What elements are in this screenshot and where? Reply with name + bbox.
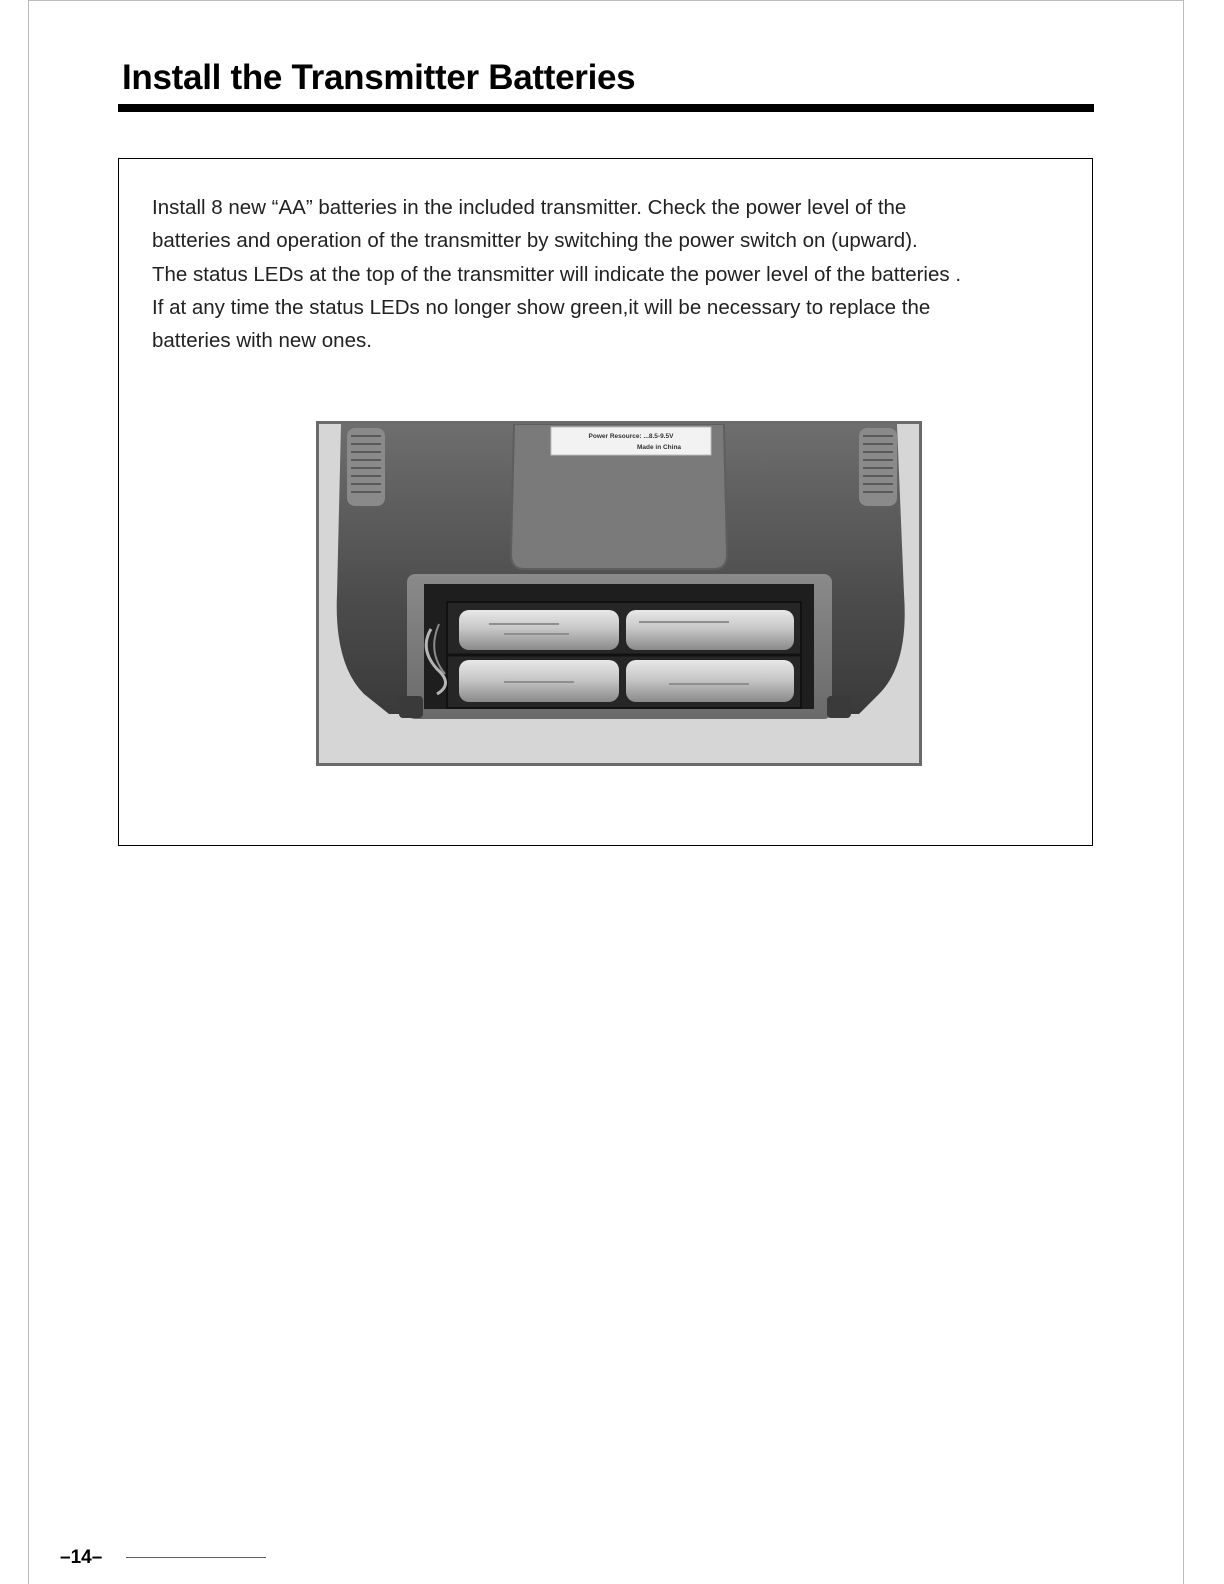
title-rule [118, 104, 1094, 112]
page-border-right [1183, 0, 1184, 1584]
footer-link-line [126, 1557, 266, 1558]
battery [626, 660, 794, 702]
left-grip [347, 428, 385, 506]
instruction-paragraph [152, 191, 1082, 357]
transmitter-battery-photo [316, 421, 922, 766]
page-title: Install the Transmitter Batteries [122, 58, 636, 97]
transmitter-illustration [319, 424, 919, 763]
paragraph-line: Install 8 new “AA” batteries in the included transmitter. Check the power level of the [152, 196, 907, 219]
paragraph-line: batteries with new ones. [152, 329, 372, 353]
page-border-left [28, 0, 29, 1584]
paragraph-line: batteries and operation of the transmitter by switching the power switch on (upward). [152, 229, 918, 253]
paragraph-line: The status LEDs at the top of the transmitter will indicate the power level of the batteries . [152, 262, 962, 286]
spec-label-line2: Made in China [636, 444, 682, 451]
spec-label-line1: Power Resource: ...8.5-9.5V [588, 433, 674, 440]
right-grip [859, 428, 897, 506]
paragraph-line: If at any time the status LEDs no longer show green,it will be necessary to replace the [152, 295, 931, 319]
page-border-top [28, 0, 1184, 1]
battery [626, 610, 794, 650]
battery [459, 610, 619, 650]
page-number: –14– [60, 1547, 103, 1568]
